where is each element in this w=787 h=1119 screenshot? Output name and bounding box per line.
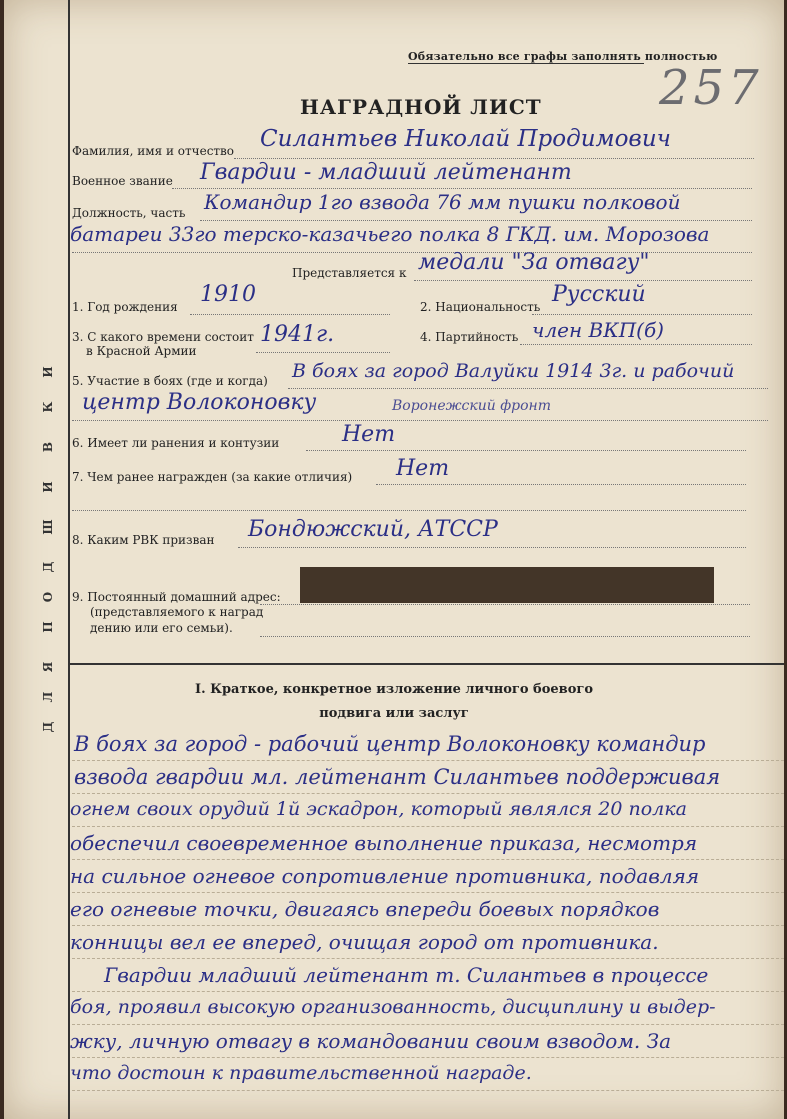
nationality-value: Русский: [552, 282, 646, 307]
narrative-line: Гвардии младший лейтенант т. Силантьев в процессе: [104, 963, 709, 987]
wounds-line: [306, 450, 746, 451]
presented-value: медали "За отвагу": [418, 250, 650, 275]
text-guide-line: [72, 1090, 784, 1091]
side-letter: Ш: [41, 519, 55, 535]
service-since-label: 3. С какого времени состоит: [72, 330, 254, 344]
narrative-line: конницы вел ее вперед, очищая город от противника.: [70, 930, 659, 954]
archive-number: 257: [659, 60, 763, 116]
wounds-label: 6. Имеет ли ранения и контузии: [72, 436, 280, 450]
position-label: Должность, часть: [72, 206, 186, 220]
text-guide-line: [72, 1024, 784, 1025]
narrative-line: что достоин к правительственной награде.: [70, 1062, 532, 1084]
name-label: Фамилия, имя и отчество: [72, 144, 235, 158]
side-letter: К: [41, 401, 55, 413]
presented-label: Представляется к: [292, 266, 407, 280]
narrative-line: жку, личную отвагу в командовании своим взводом. За: [70, 1029, 671, 1053]
side-letter: И: [41, 481, 55, 493]
rvk-label: 8. Каким РВК призван: [72, 533, 215, 547]
birth-year-label: 1. Год рождения: [72, 300, 178, 314]
side-letter: Д: [41, 561, 55, 573]
battles-line-1: [288, 388, 768, 389]
side-letter: И: [41, 366, 55, 378]
text-guide-line: [72, 826, 784, 827]
side-letter: В: [41, 441, 55, 453]
address-label-2: (представляемого к наград: [90, 605, 264, 619]
name-value: Силантьев Николай Продимович: [260, 126, 671, 152]
text-guide-line: [72, 793, 784, 794]
birth-year-line: [190, 314, 390, 315]
section-heading-2: подвига или заслуг: [319, 706, 469, 721]
text-guide-line: [72, 892, 784, 893]
position-value-1: Командир 1го взвода 76 мм пушки полковой: [204, 190, 681, 214]
birth-year-value: 1910: [200, 282, 256, 307]
rvk-value: Бондюжский, АТССР: [248, 517, 498, 542]
address-label-3: дению или его семьи).: [90, 621, 233, 635]
battles-label: 5. Участие в боях (где и когда): [72, 374, 268, 388]
awards-line-2: [72, 510, 746, 511]
name-line: [234, 158, 754, 159]
top-note: Обязательно все графы заполнять полностью: [408, 50, 718, 63]
battles-value-1: В боях за город Валуйки 1914 3г. и рабочий: [292, 360, 735, 382]
address-redaction: [300, 567, 714, 603]
service-since-label-2: в Красной Армии: [86, 344, 197, 358]
battles-line-2: [72, 420, 768, 421]
section-divider-rule: [68, 663, 784, 665]
side-letter: Д: [41, 721, 55, 733]
battles-value-3: Воронежский фронт: [392, 398, 552, 414]
text-guide-line: [72, 1057, 784, 1058]
battles-value-2: центр Волоконовку: [82, 390, 317, 415]
position-line-1: [200, 220, 752, 221]
presented-line: [414, 280, 752, 281]
narrative-line: боя, проявил высокую организованность, дисциплину и выдер-: [70, 996, 716, 1018]
side-letter: П: [41, 621, 55, 633]
award-sheet: [4, 0, 784, 1119]
section-heading-1: I. Краткое, конкретное изложение личного боевого: [194, 682, 594, 697]
awards-label: 7. Чем ранее награжден (за какие отличия): [72, 470, 353, 484]
party-value: член ВКП(б): [532, 318, 664, 342]
side-letter: Я: [41, 661, 55, 673]
position-value-2: батареи 33го терско-казачьего полка 8 ГКД. им. Морозова: [70, 222, 710, 246]
top-note-underline: [408, 63, 644, 64]
side-letter: Л: [41, 691, 55, 703]
text-guide-line: [72, 925, 784, 926]
text-guide-line: [72, 958, 784, 959]
narrative-line: взвода гвардии мл. лейтенант Силантьев поддерживая: [74, 765, 721, 789]
wounds-value: Нет: [342, 422, 396, 447]
text-guide-line: [72, 991, 784, 992]
narrative-line: В боях за город - рабочий центр Волоконовку командир: [74, 732, 706, 756]
rvk-line: [238, 547, 746, 548]
narrative-line: его огневые точки, двигаясь впереди боевых порядков: [70, 897, 660, 921]
service-since-value: 1941г.: [260, 322, 335, 347]
nationality-label: 2. Национальность: [420, 300, 541, 314]
text-guide-line: [72, 760, 784, 761]
party-label: 4. Партийность: [420, 330, 519, 344]
side-letter: О: [41, 591, 55, 603]
text-guide-line: [72, 859, 784, 860]
page-title: НАГРАДНОЙ ЛИСТ: [300, 95, 542, 119]
awards-line: [376, 484, 746, 485]
party-line: [520, 344, 752, 345]
rank-value: Гвардии - младший лейтенант: [200, 160, 572, 185]
narrative-line: обеспечил своевременное выполнение приказа, несмотря: [70, 831, 698, 855]
position-line-2: [72, 252, 752, 253]
nationality-line: [532, 314, 752, 315]
service-since-line: [256, 352, 390, 353]
narrative-line: огнем своих орудий 1й эскадрон, который являлся 20 полка: [70, 798, 687, 820]
narrative-line: на сильное огневое сопротивление противника, подавляя: [70, 864, 700, 888]
address-label: 9. Постоянный домашний адрес:: [72, 590, 281, 604]
rank-label: Военное звание: [72, 174, 173, 188]
awards-value: Нет: [396, 456, 450, 481]
rank-line: [172, 188, 752, 189]
address-line-1: [260, 604, 750, 605]
address-line-2: [260, 636, 750, 637]
